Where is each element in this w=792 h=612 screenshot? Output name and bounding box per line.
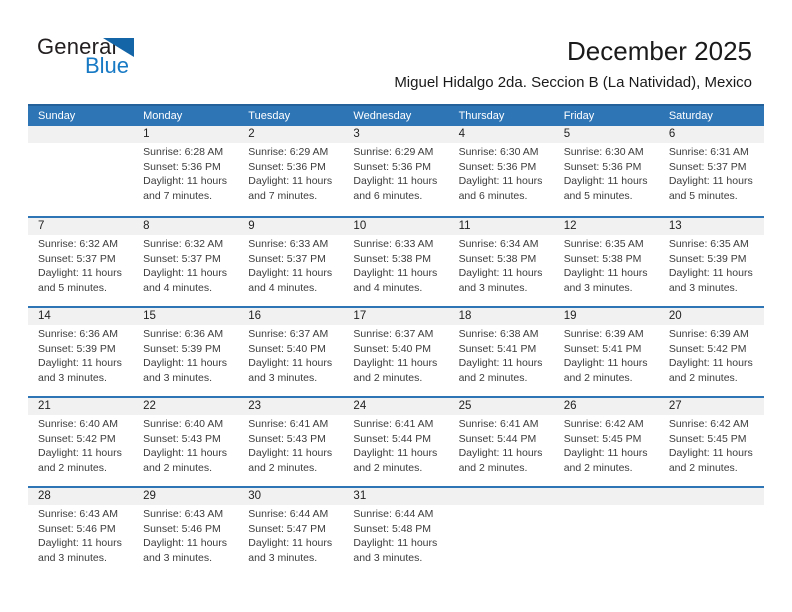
weekday-thursday: Thursday: [458, 110, 505, 122]
daylight-text: Daylight: 11 hours and 4 minutes.: [353, 267, 438, 294]
weekday-saturday: Saturday: [668, 110, 713, 122]
day-cell: [449, 218, 554, 306]
daylight-text: Daylight: 11 hours and 3 minutes.: [38, 357, 122, 384]
sunrise-text: Sunrise: 6:41 AM: [248, 418, 329, 430]
day-detail: [343, 235, 448, 295]
day-number: 24: [343, 398, 448, 415]
daylight-text: Daylight: 11 hours and 2 minutes.: [668, 357, 753, 384]
calendar-table: [28, 104, 764, 576]
day-number: 3: [343, 126, 448, 143]
day-number: 16: [238, 308, 343, 325]
daylight-text: Daylight: 11 hours and 3 minutes.: [563, 267, 648, 294]
day-detail: [343, 325, 448, 385]
sunset-text: Sunset: 5:46 PM: [38, 522, 116, 535]
daylight-text: Daylight: 11 hours and 3 minutes.: [248, 357, 333, 384]
sunrise-text: Sunrise: 6:36 AM: [143, 328, 224, 340]
sunrise-text: Sunrise: 6:44 AM: [353, 508, 434, 520]
day-number: [28, 126, 133, 143]
sunrise-text: Sunrise: 6:40 AM: [38, 418, 118, 430]
day-cell: [554, 488, 659, 576]
sunset-text: Sunset: 5:42 PM: [668, 342, 747, 355]
day-detail: [554, 143, 659, 203]
day-cell: [659, 218, 764, 306]
daylight-text: Daylight: 11 hours and 6 minutes.: [353, 175, 438, 202]
daylight-text: Daylight: 11 hours and 2 minutes.: [458, 357, 543, 384]
day-number: 21: [28, 398, 133, 415]
day-cell: [28, 126, 133, 216]
daylight-text: Daylight: 11 hours and 3 minutes.: [143, 357, 227, 384]
sunset-text: Sunset: 5:37 PM: [143, 252, 221, 265]
day-cell: [238, 398, 343, 486]
day-cell: [659, 308, 764, 396]
day-number: 2: [238, 126, 343, 143]
day-number: 4: [449, 126, 554, 143]
day-detail: [238, 415, 343, 475]
sunset-text: Sunset: 5:42 PM: [38, 432, 116, 445]
day-detail: [238, 505, 343, 565]
day-cell: [28, 218, 133, 306]
sunrise-text: Sunrise: 6:37 AM: [248, 328, 329, 340]
day-number: 15: [133, 308, 238, 325]
sunset-text: Sunset: 5:43 PM: [143, 432, 221, 445]
sunrise-text: Sunrise: 6:42 AM: [668, 418, 749, 430]
day-cell: [659, 126, 764, 216]
day-cell: [343, 488, 448, 576]
day-detail: [238, 143, 343, 203]
daylight-text: Daylight: 11 hours and 2 minutes.: [38, 447, 122, 474]
day-number: [449, 488, 554, 505]
title-block: [152, 36, 752, 92]
sunset-text: Sunset: 5:39 PM: [668, 252, 747, 265]
sunrise-text: Sunrise: 6:35 AM: [563, 238, 644, 250]
sunset-text: Sunset: 5:40 PM: [353, 342, 432, 355]
day-number: 12: [554, 218, 659, 235]
sunrise-text: Sunrise: 6:30 AM: [458, 146, 539, 158]
day-cell: [449, 126, 554, 216]
weekday-sunday: Sunday: [38, 110, 76, 122]
sunset-text: Sunset: 5:38 PM: [458, 252, 537, 265]
day-cell: [554, 398, 659, 486]
sunrise-text: Sunrise: 6:35 AM: [668, 238, 749, 250]
sunset-text: Sunset: 5:44 PM: [458, 432, 537, 445]
sunset-text: Sunset: 5:40 PM: [248, 342, 326, 355]
logo-text-blue: Blue: [85, 53, 130, 78]
day-cell: [238, 218, 343, 306]
sunrise-text: Sunrise: 6:36 AM: [38, 328, 118, 340]
day-number: 9: [238, 218, 343, 235]
day-number: 19: [554, 308, 659, 325]
weekday-wednesday: Wednesday: [353, 110, 412, 122]
sunrise-text: Sunrise: 6:37 AM: [353, 328, 434, 340]
day-number: 1: [133, 126, 238, 143]
day-number: 31: [343, 488, 448, 505]
sunrise-text: Sunrise: 6:33 AM: [248, 238, 329, 250]
sunset-text: Sunset: 5:48 PM: [353, 522, 432, 535]
sunset-text: Sunset: 5:37 PM: [38, 252, 116, 265]
day-detail: [133, 143, 238, 203]
day-cell: [238, 488, 343, 576]
day-detail: [554, 415, 659, 475]
sunrise-text: Sunrise: 6:40 AM: [143, 418, 224, 430]
day-cell: [343, 126, 448, 216]
day-detail: [554, 235, 659, 295]
sunrise-text: Sunrise: 6:39 AM: [668, 328, 749, 340]
day-detail: [133, 235, 238, 295]
sunrise-text: Sunrise: 6:42 AM: [563, 418, 644, 430]
day-number: [554, 488, 659, 505]
day-cell: [133, 126, 238, 216]
daylight-text: Daylight: 11 hours and 2 minutes.: [563, 357, 648, 384]
daylight-text: Daylight: 11 hours and 4 minutes.: [248, 267, 333, 294]
calendar-body: [28, 126, 764, 576]
day-detail: [28, 325, 133, 385]
day-detail: [659, 325, 764, 385]
sunrise-text: Sunrise: 6:34 AM: [458, 238, 539, 250]
daylight-text: Daylight: 11 hours and 2 minutes.: [248, 447, 333, 474]
day-number: 29: [133, 488, 238, 505]
day-detail: [28, 143, 133, 145]
sunrise-text: Sunrise: 6:41 AM: [353, 418, 434, 430]
day-detail: [343, 505, 448, 565]
day-detail: [659, 415, 764, 475]
sunset-text: Sunset: 5:44 PM: [353, 432, 432, 445]
sunset-text: Sunset: 5:43 PM: [248, 432, 326, 445]
day-detail: [133, 505, 238, 565]
day-detail: [554, 325, 659, 385]
daylight-text: Daylight: 11 hours and 3 minutes.: [143, 537, 227, 564]
sunrise-text: Sunrise: 6:43 AM: [38, 508, 118, 520]
day-number: 23: [238, 398, 343, 415]
sunrise-text: Sunrise: 6:38 AM: [458, 328, 539, 340]
week-row-3: [28, 306, 764, 396]
general-blue-logo: [37, 36, 147, 82]
day-cell: [554, 218, 659, 306]
daylight-text: Daylight: 11 hours and 4 minutes.: [143, 267, 227, 294]
sunrise-text: Sunrise: 6:44 AM: [248, 508, 329, 520]
day-detail: [343, 143, 448, 203]
day-cell: [238, 126, 343, 216]
day-cell: [133, 218, 238, 306]
daylight-text: Daylight: 11 hours and 2 minutes.: [143, 447, 227, 474]
daylight-text: Daylight: 11 hours and 7 minutes.: [248, 175, 333, 202]
sunrise-text: Sunrise: 6:39 AM: [563, 328, 644, 340]
day-number: 17: [343, 308, 448, 325]
day-detail: [449, 143, 554, 203]
sunrise-text: Sunrise: 6:29 AM: [353, 146, 434, 158]
daylight-text: Daylight: 11 hours and 5 minutes.: [38, 267, 122, 294]
sunrise-text: Sunrise: 6:33 AM: [353, 238, 434, 250]
daylight-text: Daylight: 11 hours and 7 minutes.: [143, 175, 227, 202]
daylight-text: Daylight: 11 hours and 3 minutes.: [458, 267, 543, 294]
sunset-text: Sunset: 5:45 PM: [668, 432, 747, 445]
day-detail: [238, 235, 343, 295]
day-cell: [28, 398, 133, 486]
weekday-header-row: [28, 104, 764, 126]
day-detail: [133, 415, 238, 475]
week-row-4: [28, 396, 764, 486]
day-cell: [449, 488, 554, 576]
day-detail: [133, 325, 238, 385]
sunset-text: Sunset: 5:36 PM: [248, 160, 326, 173]
logo-text-general: General: [37, 34, 117, 59]
sunset-text: Sunset: 5:45 PM: [563, 432, 642, 445]
day-detail: [449, 505, 554, 507]
daylight-text: Daylight: 11 hours and 3 minutes.: [38, 537, 122, 564]
day-number: 5: [554, 126, 659, 143]
day-detail: [28, 415, 133, 475]
day-number: 27: [659, 398, 764, 415]
sunset-text: Sunset: 5:36 PM: [563, 160, 642, 173]
sunset-text: Sunset: 5:36 PM: [143, 160, 221, 173]
day-number: 11: [449, 218, 554, 235]
sunset-text: Sunset: 5:37 PM: [248, 252, 326, 265]
day-detail: [659, 505, 764, 507]
daylight-text: Daylight: 11 hours and 2 minutes.: [563, 447, 648, 474]
day-number: 28: [28, 488, 133, 505]
daylight-text: Daylight: 11 hours and 3 minutes.: [353, 537, 438, 564]
daylight-text: Daylight: 11 hours and 2 minutes.: [353, 447, 438, 474]
day-cell: [133, 488, 238, 576]
week-row-1: [28, 126, 764, 216]
daylight-text: Daylight: 11 hours and 5 minutes.: [563, 175, 648, 202]
sunrise-text: Sunrise: 6:30 AM: [563, 146, 644, 158]
day-number: 30: [238, 488, 343, 505]
sunrise-text: Sunrise: 6:43 AM: [143, 508, 224, 520]
day-detail: [28, 235, 133, 295]
sunset-text: Sunset: 5:37 PM: [668, 160, 747, 173]
daylight-text: Daylight: 11 hours and 6 minutes.: [458, 175, 543, 202]
day-detail: [449, 325, 554, 385]
weekday-monday: Monday: [143, 110, 183, 122]
day-detail: [659, 235, 764, 295]
daylight-text: Daylight: 11 hours and 3 minutes.: [248, 537, 333, 564]
weekday-friday: Friday: [563, 110, 595, 122]
day-number: 20: [659, 308, 764, 325]
sunset-text: Sunset: 5:36 PM: [353, 160, 432, 173]
day-cell: [28, 488, 133, 576]
sunset-text: Sunset: 5:41 PM: [458, 342, 537, 355]
day-cell: [343, 398, 448, 486]
day-number: 13: [659, 218, 764, 235]
day-cell: [554, 126, 659, 216]
sunset-text: Sunset: 5:41 PM: [563, 342, 642, 355]
sunset-text: Sunset: 5:46 PM: [143, 522, 221, 535]
daylight-text: Daylight: 11 hours and 2 minutes.: [353, 357, 438, 384]
day-detail: [449, 235, 554, 295]
sunset-text: Sunset: 5:36 PM: [458, 160, 537, 173]
daylight-text: Daylight: 11 hours and 2 minutes.: [458, 447, 543, 474]
day-number: 25: [449, 398, 554, 415]
day-number: 10: [343, 218, 448, 235]
week-row-5: [28, 486, 764, 576]
day-cell: [449, 398, 554, 486]
sunrise-text: Sunrise: 6:41 AM: [458, 418, 539, 430]
sunrise-text: Sunrise: 6:32 AM: [143, 238, 224, 250]
page-title: December 2025: [567, 36, 752, 66]
day-detail: [343, 415, 448, 475]
day-detail: [659, 143, 764, 203]
day-number: 7: [28, 218, 133, 235]
day-detail: [238, 325, 343, 385]
day-cell: [659, 488, 764, 576]
day-cell: [343, 218, 448, 306]
day-number: 26: [554, 398, 659, 415]
day-number: 6: [659, 126, 764, 143]
day-detail: [28, 505, 133, 565]
sunrise-text: Sunrise: 6:32 AM: [38, 238, 118, 250]
daylight-text: Daylight: 11 hours and 3 minutes.: [668, 267, 753, 294]
day-number: 22: [133, 398, 238, 415]
daylight-text: Daylight: 11 hours and 2 minutes.: [668, 447, 753, 474]
day-cell: [554, 308, 659, 396]
day-detail: [554, 505, 659, 507]
page-subtitle: Miguel Hidalgo 2da. Seccion B (La Natividad), Mexico: [394, 74, 752, 91]
day-detail: [449, 415, 554, 475]
sunset-text: Sunset: 5:39 PM: [38, 342, 116, 355]
day-cell: [133, 308, 238, 396]
sunset-text: Sunset: 5:47 PM: [248, 522, 326, 535]
weekday-tuesday: Tuesday: [248, 110, 291, 122]
day-cell: [238, 308, 343, 396]
day-number: 18: [449, 308, 554, 325]
daylight-text: Daylight: 11 hours and 5 minutes.: [668, 175, 753, 202]
day-cell: [449, 308, 554, 396]
sunrise-text: Sunrise: 6:29 AM: [248, 146, 329, 158]
sunset-text: Sunset: 5:38 PM: [563, 252, 642, 265]
sunset-text: Sunset: 5:39 PM: [143, 342, 221, 355]
sunset-text: Sunset: 5:38 PM: [353, 252, 432, 265]
day-cell: [133, 398, 238, 486]
sunrise-text: Sunrise: 6:28 AM: [143, 146, 224, 158]
week-row-2: [28, 216, 764, 306]
day-number: 14: [28, 308, 133, 325]
sunrise-text: Sunrise: 6:31 AM: [668, 146, 749, 158]
day-number: 8: [133, 218, 238, 235]
day-cell: [343, 308, 448, 396]
day-cell: [28, 308, 133, 396]
day-number: [659, 488, 764, 505]
day-cell: [659, 398, 764, 486]
